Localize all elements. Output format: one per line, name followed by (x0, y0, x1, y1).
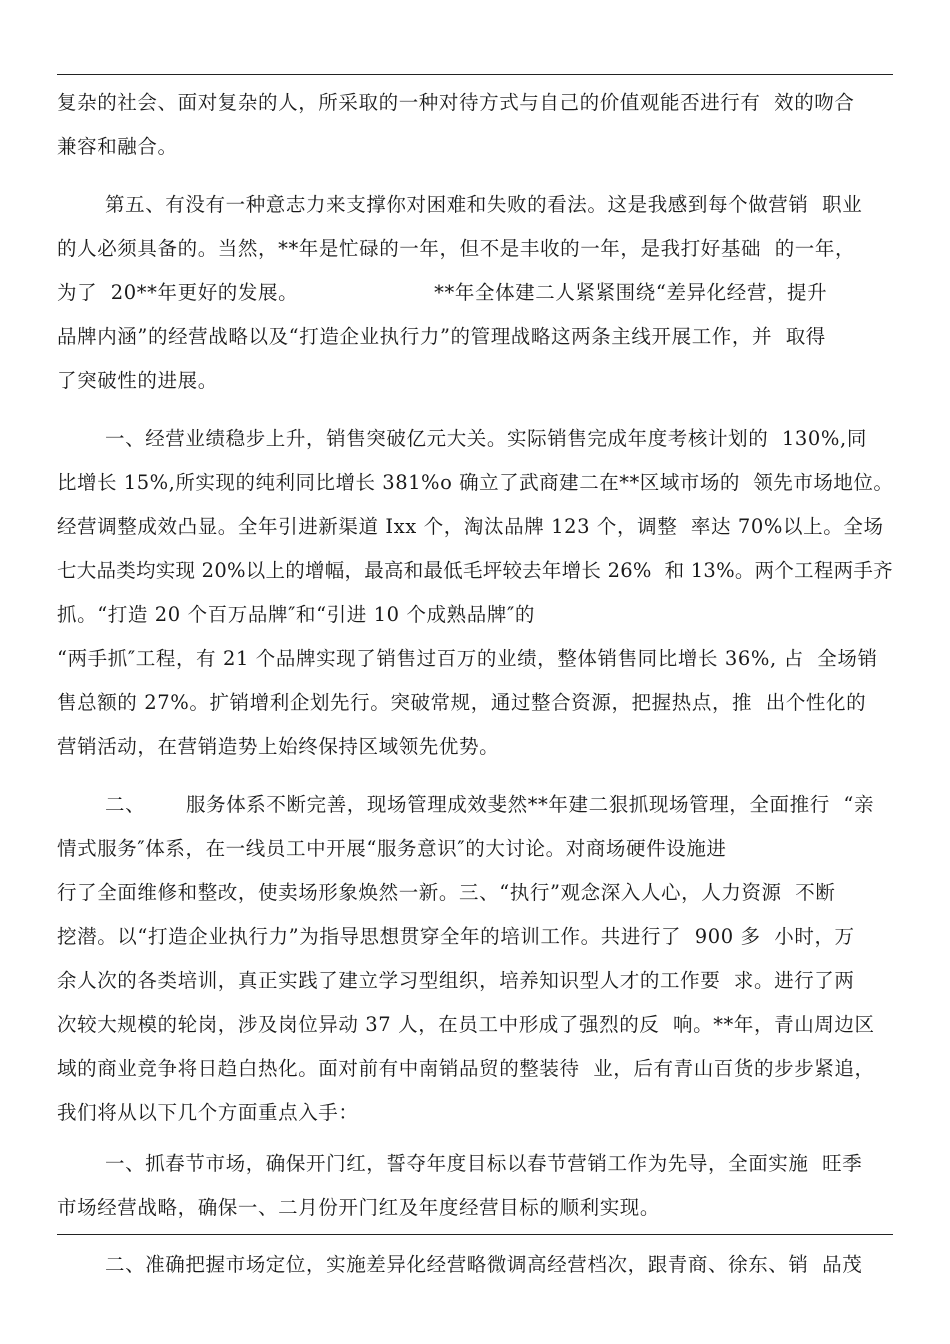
paragraph-first-line: 一、抓春节市场，确保开门红，誓夺年度目标以春节营销工作为先导，全面实施 旺季 (105, 1152, 863, 1175)
text-line: 七大品类均实现 20%以上的增幅，最高和最低毛坪较去年增长 26% 和 13%。两个工程两手齐 (57, 559, 893, 582)
paragraph-first-line: 第五、有没有一种意志力来支撑你对困难和失败的看法。这是我感到每个做营销 职业 (105, 193, 863, 216)
text-line: 为了 20**年更好的发展。 **年全体建二人紧紧围绕“差异化经营，提升 (57, 281, 828, 304)
text-line: 情式服务″体系，在一线员工中开展“服务意识″的大讨论。对商场硬件设施进 (57, 837, 727, 860)
bottom-rule (57, 1234, 893, 1235)
text-line: 余人次的各类培训，真正实践了建立学习型组织，培养知识型人才的工作要 求。进行了两 (57, 969, 855, 992)
text-line: 复杂的社会、面对复杂的人，所采取的一种对待方式与自己的价值观能否进行有 效的吻合 (57, 91, 855, 114)
top-rule (57, 74, 893, 75)
text-line: 行了全面维修和整改，使卖场形象焕然一新。三、“执行”观念深入人心，人力资源 不断 (57, 881, 836, 904)
text-line: 市场经营战略，确保一、二月份开门红及年度经营目标的顺利实现。 (57, 1196, 661, 1219)
text-line: 营销活动，在营销造势上始终保持区域领先优势。 (57, 735, 500, 758)
text-line: 的人必须具备的。当然，**年是忙碌的一年，但不是丰收的一年，是我打好基础 的一年， (57, 237, 856, 260)
text-line: 售总额的 27%。扩销增利企划先行。突破常规，通过整合资源，把握热点，推 出个性化的 (57, 691, 867, 714)
text-line: 比增长 15%,所实现的纯利同比增长 381%o 确立了武商建二在**区域市场的 领先市场地位。 (57, 471, 894, 494)
paragraph-first-line: 二、准确把握市场定位，实施差异化经营略微调高经营档次，跟青商、徐东、销 品茂 (105, 1253, 863, 1276)
text-line: 经营调整成效凸显。全年引进新渠道 Ixx 个，淘汰品牌 123 个，调整 率达 70%以上。全场 (57, 515, 884, 538)
text-line: 域的商业竞争将日趋白热化。面对前有中南销品贸的整装待 业，后有青山百货的步步紧追， (57, 1057, 875, 1080)
text-line: 品牌内涵”的经营战略以及“打造企业执行力”的管理战略这两条主线开展工作，并 取得 (57, 325, 826, 348)
text-line: 次较大规模的轮岗，涉及岗位异动 37 人，在员工中形成了强烈的反 响。**年，青山周边区 (57, 1013, 875, 1036)
paragraph-first-line: 一、经营业绩稳步上升，销售突破亿元大关。实际销售完成年度考核计划的 130%,同 (105, 427, 867, 450)
text-line: 了突破性的进展。 (57, 369, 218, 392)
paragraph-first-line: 二、 服务体系不断完善，现场管理成效斐然**年建二狠抓现场管理，全面推行 “亲 (105, 793, 875, 816)
text-line: 抓。“打造 20 个百万品牌″和“引进 10 个成熟品牌″的 (57, 603, 535, 626)
text-line: 挖潜。以“打造企业执行力”为指导思想贯穿全年的培训工作。共进行了 900 多 小时，万 (57, 925, 855, 948)
text-line: 兼容和融合。 (57, 135, 178, 158)
text-line: “两手抓″工程，有 21 个品牌实现了销售过百万的业绩，整体销售同比增长 36%, 占 全场销 (57, 647, 878, 670)
text-line: 我们将从以下几个方面重点入手： (57, 1101, 359, 1124)
